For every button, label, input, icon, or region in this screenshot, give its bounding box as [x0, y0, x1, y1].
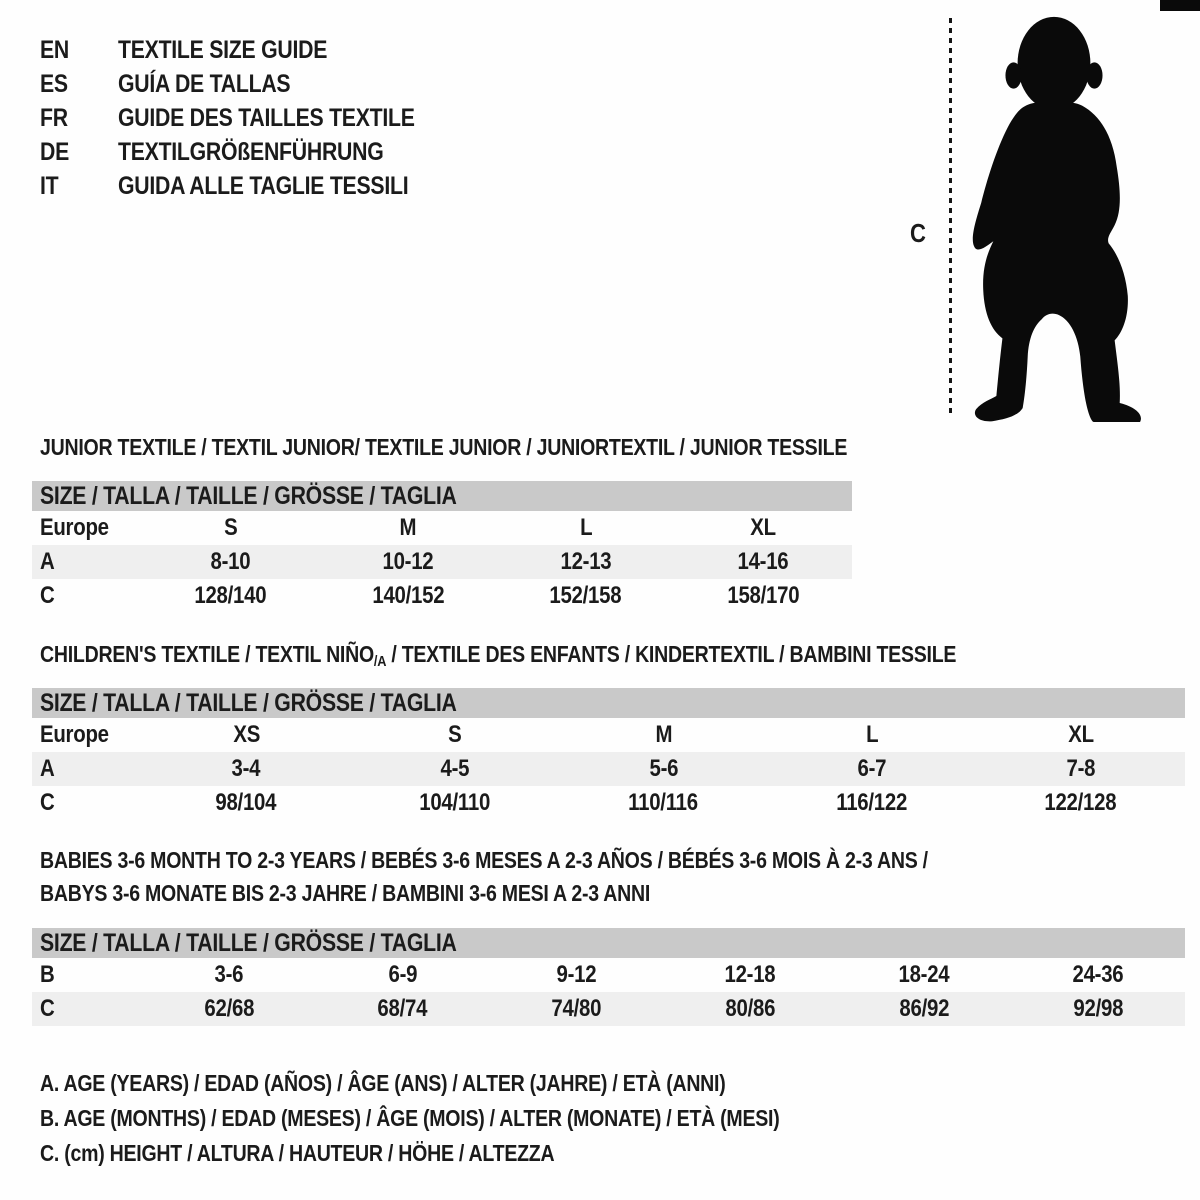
language-code: IT	[40, 171, 59, 200]
guide-title-it: GUIDA ALLE TAGLIE TESSILI	[118, 171, 409, 200]
children-heading-text: / TEXTILE DES ENFANTS / KINDERTEXTIL / BAMBINI TESSILE	[386, 641, 957, 667]
size-cell: 3-4	[231, 755, 261, 782]
row-label: C	[40, 789, 55, 816]
size-cell: XS	[232, 721, 260, 748]
language-row-es	[40, 67, 467, 101]
language-row-it	[40, 169, 467, 203]
legend-line-height-cm: C. (cm) HEIGHT / ALTURA / HAUTEUR / HÖHE / ALTEZZA	[40, 1140, 555, 1166]
guide-title-en: TEXTILE SIZE GUIDE	[118, 35, 328, 64]
size-cell: 122/128	[1044, 789, 1117, 816]
size-cell: 110/116	[628, 789, 699, 816]
children-size-table	[32, 688, 1185, 820]
size-cell: 6-9	[388, 961, 418, 988]
height-measure-dashed-line	[949, 18, 952, 416]
size-cell: 5-6	[649, 755, 678, 782]
row-label: Europe	[40, 721, 109, 748]
size-cell: 7-8	[1066, 755, 1096, 782]
children-heading-subscript: /A	[373, 653, 387, 670]
table-row-europe	[32, 511, 852, 545]
size-cell: 18-24	[898, 961, 950, 988]
language-code: FR	[40, 103, 68, 132]
corner-crop-mark	[1160, 0, 1200, 11]
junior-size-table	[32, 481, 852, 613]
row-label: A	[40, 755, 55, 782]
size-header-label: SIZE / TALLA / TAILLE / GRÖSSE / TAGLIA	[40, 928, 457, 957]
table-row-months	[32, 958, 1185, 992]
size-cell: S	[448, 721, 462, 748]
toddler-silhouette-icon	[963, 12, 1147, 422]
size-cell: L	[579, 514, 592, 541]
language-row-fr	[40, 101, 467, 135]
size-cell: M	[399, 514, 417, 541]
size-header-label: SIZE / TALLA / TAILLE / GRÖSSE / TAGLIA	[40, 688, 457, 717]
babies-section-heading-line1: BABIES 3-6 MONTH TO 2-3 YEARS / BEBÉS 3-6 MESES A 2-3 AÑOS / BÉBÉS 3-6 MOIS À 2-3 ANS /	[40, 847, 928, 873]
size-header-bar	[32, 481, 852, 511]
size-cell: M	[655, 721, 672, 748]
size-cell: S	[224, 514, 238, 541]
legend-line-age-years: A. AGE (YEARS) / EDAD (AÑOS) / ÂGE (ANS) / ALTER (JAHRE) / ETÀ (ANNI)	[40, 1070, 726, 1096]
babies-size-table	[32, 928, 1185, 1026]
guide-title-fr: GUIDE DES TAILLES TEXTILE	[118, 103, 415, 132]
legend-line-age-months: B. AGE (MONTHS) / EDAD (MESES) / ÂGE (MOIS) / ALTER (MONATE) / ETÀ (MESI)	[40, 1105, 780, 1131]
size-cell: XL	[1067, 721, 1094, 748]
size-cell: XL	[750, 514, 777, 541]
size-cell: 4-5	[440, 755, 470, 782]
size-cell: 152/158	[549, 582, 622, 609]
size-cell: 14-16	[737, 548, 789, 575]
table-row-height	[32, 579, 852, 613]
size-cell: 92/98	[1073, 995, 1123, 1022]
size-header-bar	[32, 688, 1185, 718]
size-cell: 98/104	[215, 789, 277, 816]
size-cell: 116/122	[836, 789, 908, 816]
size-cell: 12-13	[560, 548, 612, 575]
row-label: A	[40, 548, 55, 575]
size-cell: 62/68	[204, 995, 254, 1022]
size-cell: 128/140	[194, 582, 267, 609]
size-cell: 104/110	[419, 789, 491, 816]
measurement-legend	[40, 1066, 910, 1171]
guide-title-es: GUÍA DE TALLAS	[118, 69, 291, 98]
language-code: DE	[40, 137, 70, 166]
size-cell: 86/92	[899, 995, 950, 1022]
size-cell: 158/170	[727, 582, 800, 609]
children-heading-text: CHILDREN'S TEXTILE / TEXTIL NIÑO	[40, 641, 374, 667]
size-cell: 24-36	[1072, 961, 1124, 988]
size-cell: 10-12	[382, 548, 434, 575]
size-cell: 6-7	[857, 755, 887, 782]
table-row-height	[32, 786, 1185, 820]
table-row-age	[32, 545, 852, 579]
row-label: B	[40, 961, 55, 988]
height-measure-label: C	[910, 218, 926, 248]
size-header-label: SIZE / TALLA / TAILLE / GRÖSSE / TAGLIA	[40, 481, 457, 510]
size-cell: 8-10	[210, 548, 251, 575]
size-cell: 9-12	[556, 961, 597, 988]
row-label: C	[40, 995, 55, 1022]
size-cell: 68/74	[377, 995, 428, 1022]
size-cell: 12-18	[724, 961, 776, 988]
junior-section-heading: JUNIOR TEXTILE / TEXTIL JUNIOR/ TEXTILE JUNIOR / JUNIORTEXTIL / JUNIOR TESSILE	[40, 434, 848, 460]
table-row-europe	[32, 718, 1185, 752]
row-label: C	[40, 582, 55, 609]
children-section-heading	[40, 641, 1118, 671]
size-cell: 74/80	[551, 995, 602, 1022]
babies-section-heading-line2: BABYS 3-6 MONATE BIS 2-3 JAHRE / BAMBINI 3-6 MESI A 2-3 ANNI	[40, 880, 651, 906]
row-label: Europe	[40, 514, 109, 541]
size-cell: 140/152	[372, 582, 445, 609]
language-title-list	[40, 33, 467, 203]
table-row-height	[32, 992, 1185, 1026]
table-row-age	[32, 752, 1185, 786]
language-row-en	[40, 33, 467, 67]
size-cell: 3-6	[214, 961, 244, 988]
language-code: EN	[40, 35, 70, 64]
language-code: ES	[40, 69, 68, 98]
guide-title-de: TEXTILGRÖßENFÜHRUNG	[118, 137, 384, 166]
language-row-de	[40, 135, 467, 169]
size-cell: L	[865, 721, 879, 748]
size-header-bar	[32, 928, 1185, 958]
size-cell: 80/86	[725, 995, 776, 1022]
